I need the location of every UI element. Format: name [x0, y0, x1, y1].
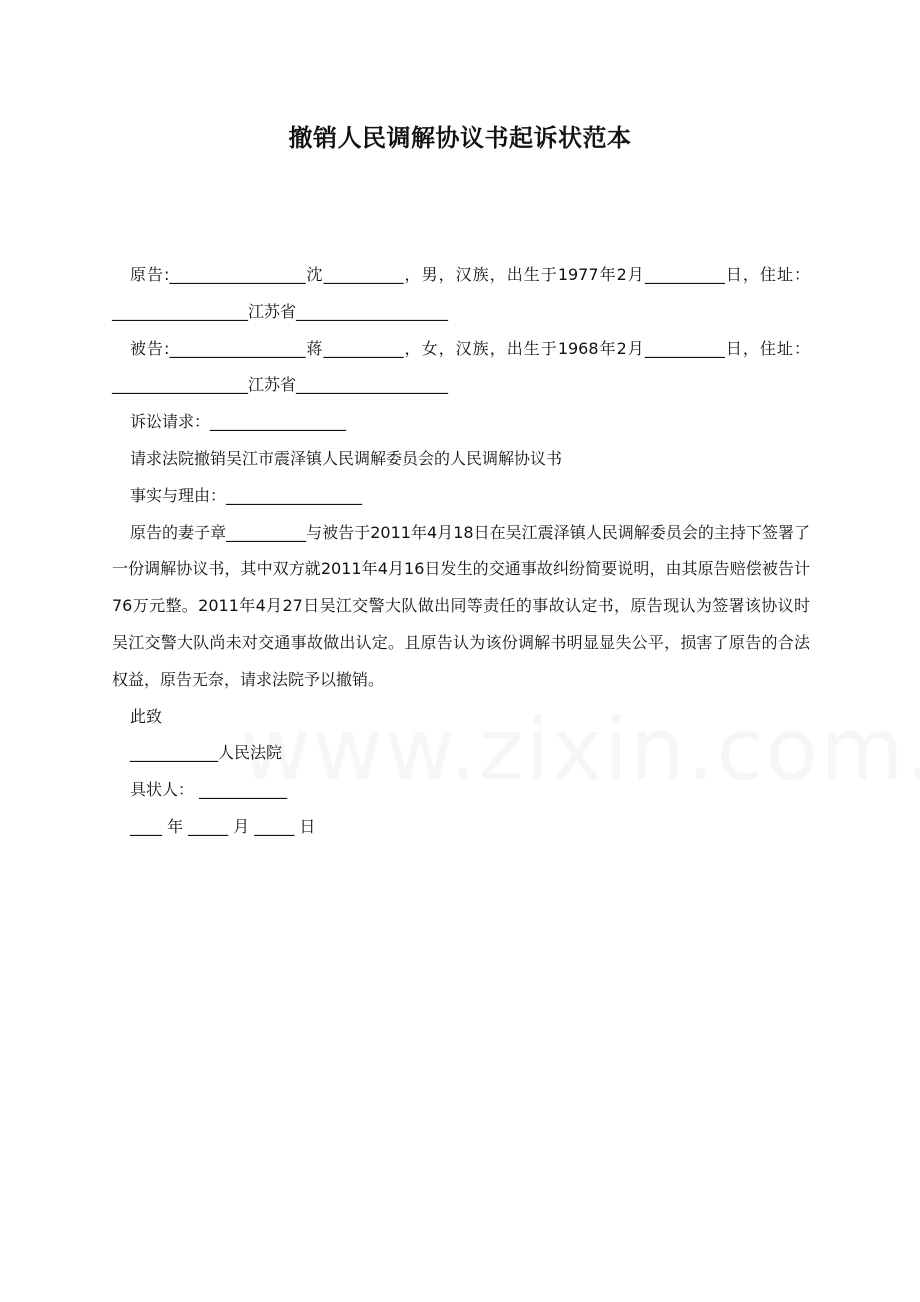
document-title: 撤销人民调解协议书起诉状范本	[288, 124, 632, 152]
document-body	[112, 257, 810, 846]
plaintiff-paragraph: 原告:_________________沈__________，男，汉族，出生于1977年2月__________日，住址：_________________江苏省___________________	[112, 265, 810, 321]
defendant-paragraph: 被告:_________________蒋__________，女，汉族，出生于1968年2月__________日，住址：_________________江苏省___________________	[112, 338, 810, 395]
facts-content: 原告的妻子章__________与被告于2011年4月18日在吴江震泽镇人民调解委员会的主持下签署了一份调解协议书，其中双方就2011年4月16日发生的交通事故纠纷简要说明，由其原告赔偿被告计76万元整。2011年4月27日吴江交警大队做出同等责任的事故认定书，原告现认为签署该协议时吴江交警大队尚未对交通事故做出认定。且原告认为该份调解书明显显失公平，损害了原告的合法权益，原告无奈，请求法院予以撤销。	[112, 522, 810, 689]
signature-line: 具状人： ___________	[130, 780, 288, 800]
facts-heading: 事实与理由：_________________	[130, 485, 363, 505]
claims-heading: 诉讼请求：_________________	[130, 412, 347, 432]
claims-content: 请求法院撤销吴江市震泽镇人民调解委员会的人民调解协议书	[130, 448, 563, 468]
date-line: ____ 年 _____ 月 _____ 日	[130, 816, 316, 836]
court-line: ___________人民法院	[130, 743, 283, 763]
salutation: 此致	[130, 706, 163, 726]
